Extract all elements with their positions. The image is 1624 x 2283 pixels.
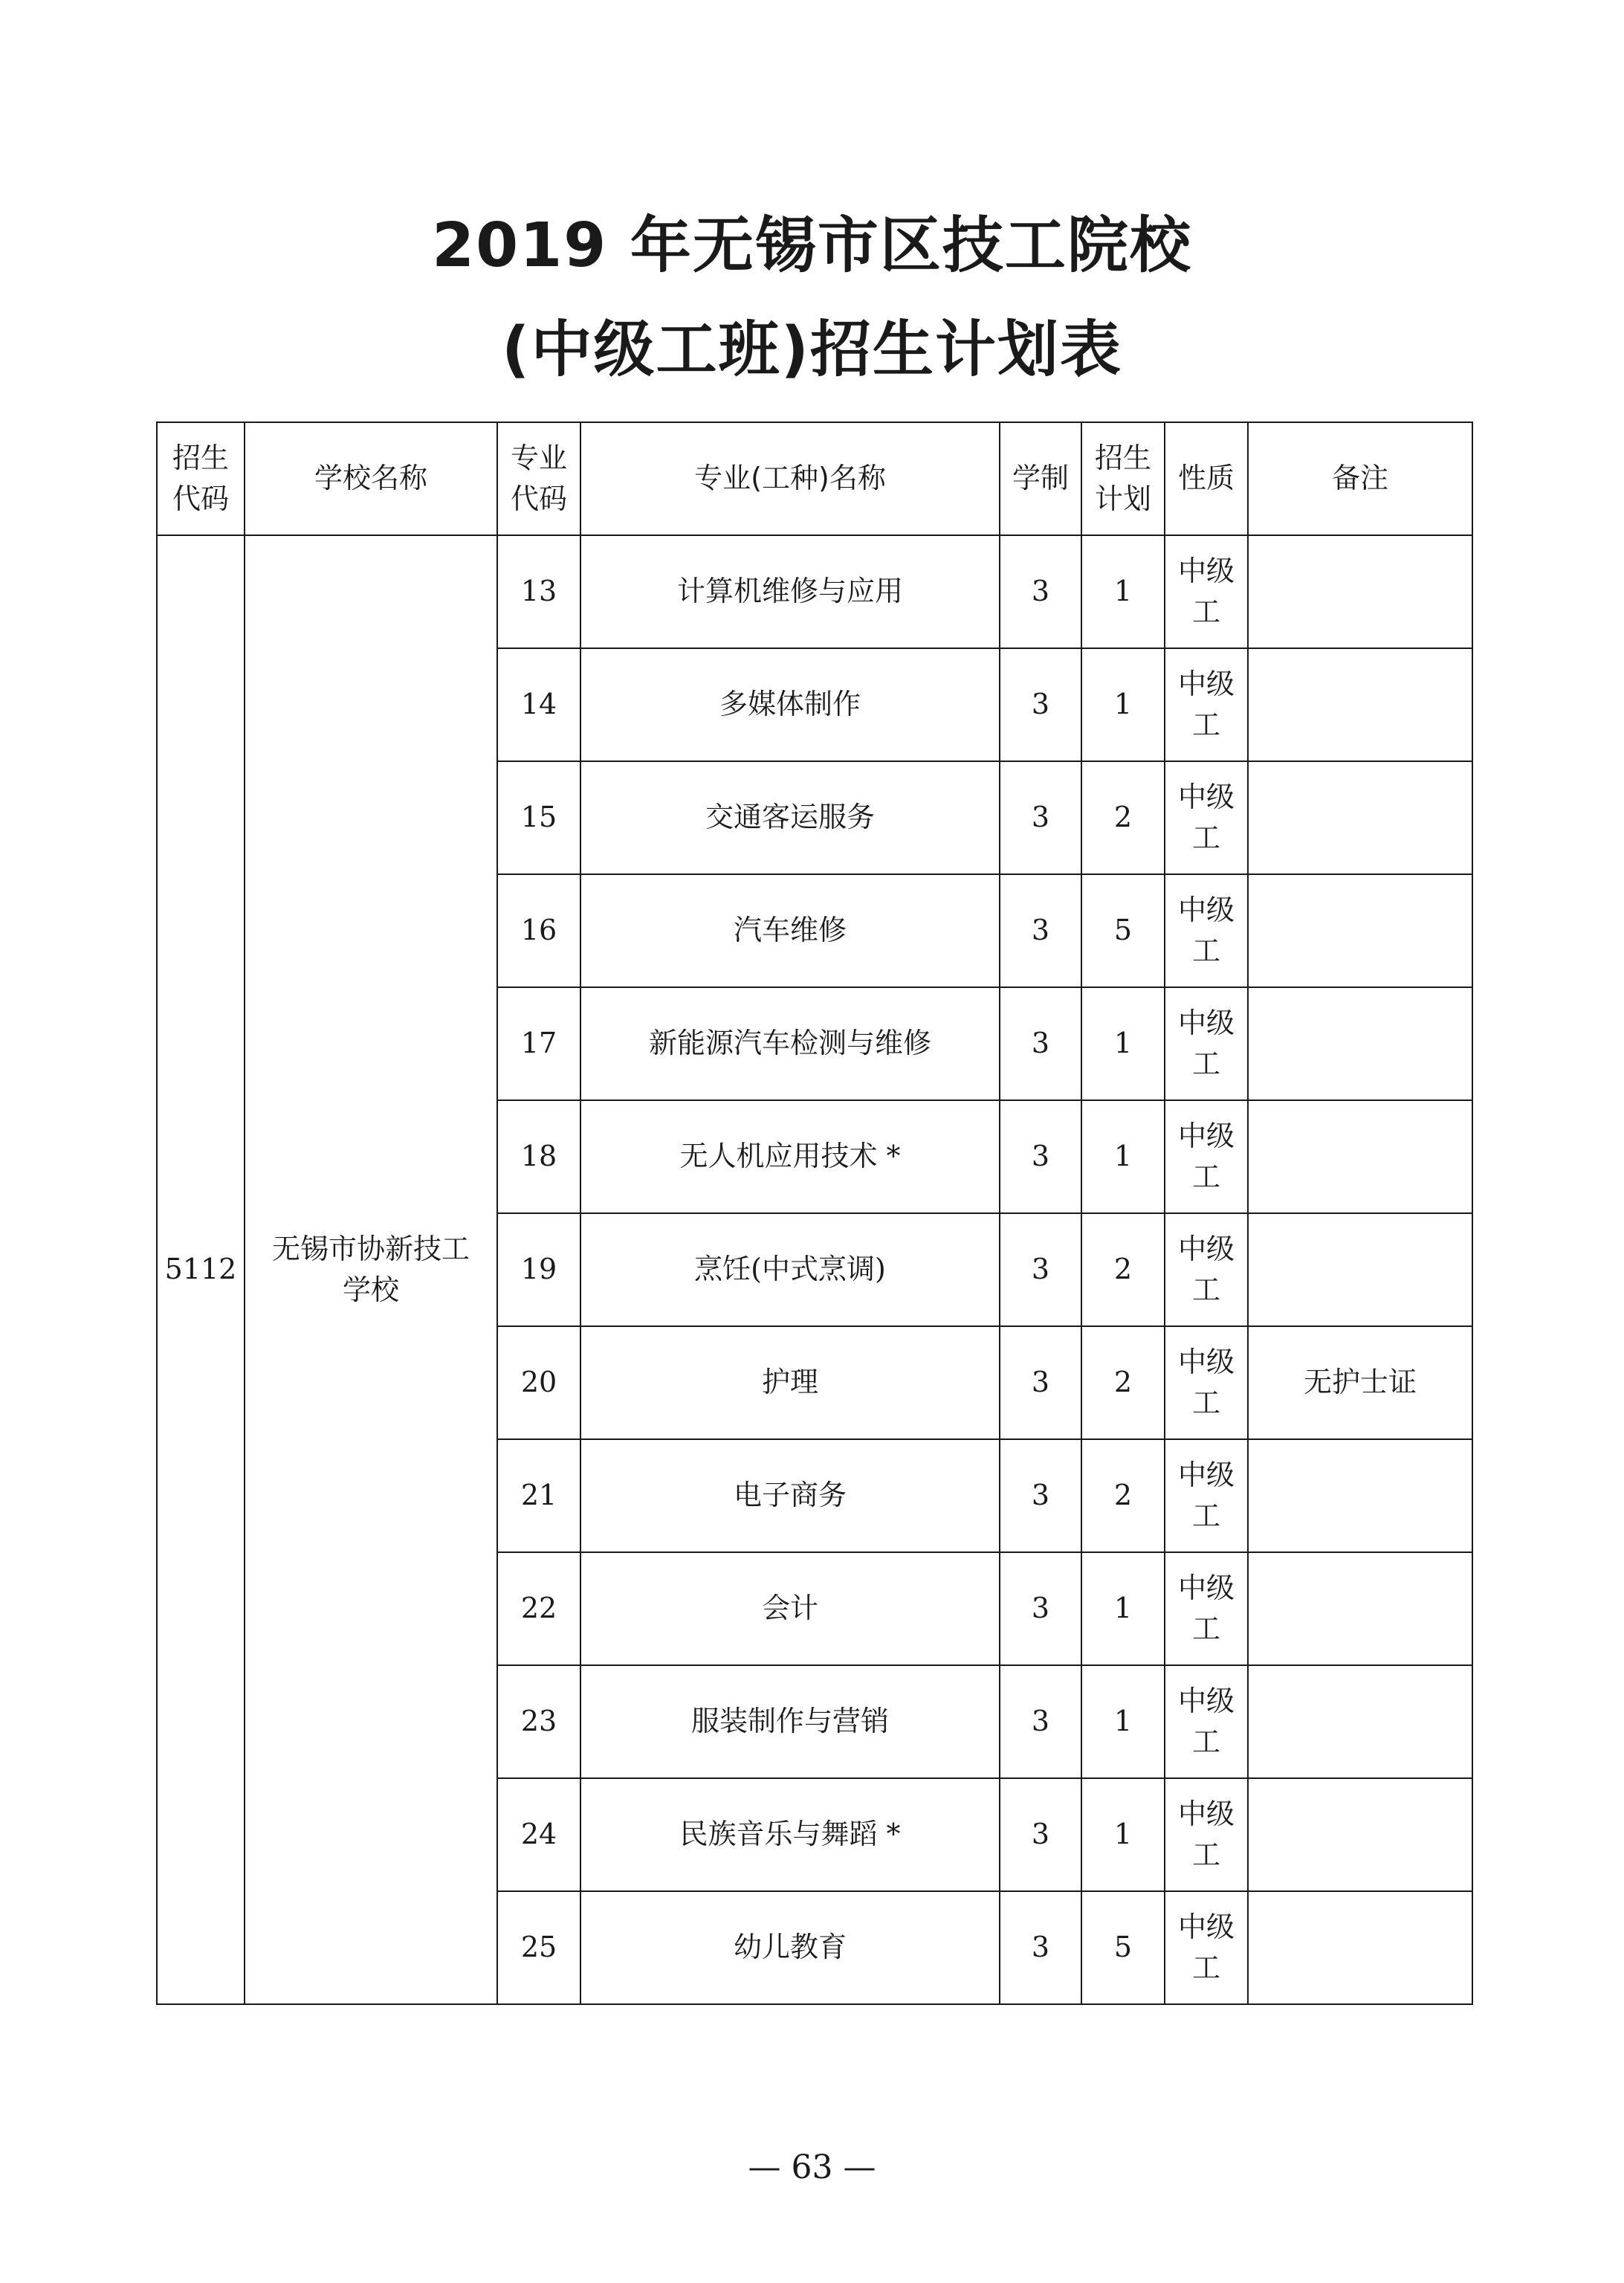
major-code-cell: 19 xyxy=(497,1213,580,1326)
duration-cell: 3 xyxy=(1000,1439,1081,1552)
page-subtitle: (中级工班)招生计划表 xyxy=(502,314,1122,385)
plan-cell: 2 xyxy=(1081,1326,1165,1439)
table-body xyxy=(157,535,1472,2004)
header-nature: 性质 xyxy=(1165,422,1248,535)
header-major-code: 专业 代码 xyxy=(497,422,580,535)
nature-cell: 中级 工 xyxy=(1165,1326,1248,1439)
header-major-name: 专业(工种)名称 xyxy=(580,422,1000,535)
major-name-cell: 烹饪(中式烹调) xyxy=(580,1213,1000,1326)
remarks-cell xyxy=(1248,987,1472,1100)
header-remarks: 备注 xyxy=(1248,422,1472,535)
major-name-cell: 交通客运服务 xyxy=(580,761,1000,874)
major-code-cell: 15 xyxy=(497,761,580,874)
major-code-cell: 14 xyxy=(497,648,580,761)
major-name-cell: 会计 xyxy=(580,1552,1000,1665)
plan-cell: 1 xyxy=(1081,535,1165,648)
major-code-cell: 16 xyxy=(497,874,580,987)
plan-cell: 2 xyxy=(1081,761,1165,874)
duration-cell: 3 xyxy=(1000,1100,1081,1213)
nature-cell: 中级 工 xyxy=(1165,1439,1248,1552)
plan-cell: 1 xyxy=(1081,1665,1165,1778)
major-code-cell: 24 xyxy=(497,1778,580,1891)
remarks-cell xyxy=(1248,761,1472,874)
nature-cell: 中级 工 xyxy=(1165,1100,1248,1213)
major-code-cell: 20 xyxy=(497,1326,580,1439)
remarks-cell xyxy=(1248,874,1472,987)
duration-cell: 3 xyxy=(1000,1213,1081,1326)
remarks-cell xyxy=(1248,1100,1472,1213)
remarks-cell xyxy=(1248,1439,1472,1552)
header-enroll-code: 招生 代码 xyxy=(157,422,245,535)
major-code-cell: 17 xyxy=(497,987,580,1100)
plan-cell: 5 xyxy=(1081,1891,1165,2004)
major-name-cell: 无人机应用技术 * xyxy=(580,1100,1000,1213)
duration-cell: 3 xyxy=(1000,1778,1081,1891)
remarks-cell xyxy=(1248,1665,1472,1778)
remarks-cell xyxy=(1248,1213,1472,1326)
table-header-row xyxy=(157,422,1472,535)
remarks-cell xyxy=(1248,648,1472,761)
major-code-cell: 22 xyxy=(497,1552,580,1665)
duration-cell: 3 xyxy=(1000,1552,1081,1665)
duration-cell: 3 xyxy=(1000,648,1081,761)
nature-cell: 中级 工 xyxy=(1165,1891,1248,2004)
nature-cell: 中级 工 xyxy=(1165,1552,1248,1665)
header-plan: 招生 计划 xyxy=(1081,422,1165,535)
duration-cell: 3 xyxy=(1000,1891,1081,2004)
plan-cell: 1 xyxy=(1081,648,1165,761)
nature-cell: 中级 工 xyxy=(1165,1778,1248,1891)
school-name-cell: 无锡市协新技工 学校 xyxy=(245,535,497,2004)
plan-cell: 1 xyxy=(1081,987,1165,1100)
major-code-cell: 25 xyxy=(497,1891,580,2004)
plan-cell: 1 xyxy=(1081,1552,1165,1665)
duration-cell: 3 xyxy=(1000,987,1081,1100)
major-code-cell: 13 xyxy=(497,535,580,648)
nature-cell: 中级 工 xyxy=(1165,535,1248,648)
table-row xyxy=(157,535,1472,648)
duration-cell: 3 xyxy=(1000,874,1081,987)
major-name-cell: 服装制作与营销 xyxy=(580,1665,1000,1778)
remarks-cell: 无护士证 xyxy=(1248,1326,1472,1439)
nature-cell: 中级 工 xyxy=(1165,1213,1248,1326)
major-name-cell: 幼儿教育 xyxy=(580,1891,1000,2004)
plan-cell: 5 xyxy=(1081,874,1165,987)
major-code-cell: 18 xyxy=(497,1100,580,1213)
nature-cell: 中级 工 xyxy=(1165,648,1248,761)
header-duration: 学制 xyxy=(1000,422,1081,535)
page-title: 2019 年无锡市区技工院校 xyxy=(432,210,1192,281)
nature-cell: 中级 工 xyxy=(1165,874,1248,987)
major-code-cell: 21 xyxy=(497,1439,580,1552)
enroll-code-cell: 5112 xyxy=(157,535,245,2004)
major-name-cell: 多媒体制作 xyxy=(580,648,1000,761)
duration-cell: 3 xyxy=(1000,1665,1081,1778)
plan-cell: 1 xyxy=(1081,1100,1165,1213)
remarks-cell xyxy=(1248,1891,1472,2004)
plan-cell: 1 xyxy=(1081,1778,1165,1891)
remarks-cell xyxy=(1248,1552,1472,1665)
major-name-cell: 电子商务 xyxy=(580,1439,1000,1552)
header-school-name: 学校名称 xyxy=(245,422,497,535)
duration-cell: 3 xyxy=(1000,1326,1081,1439)
remarks-cell xyxy=(1248,1778,1472,1891)
major-code-cell: 23 xyxy=(497,1665,580,1778)
nature-cell: 中级 工 xyxy=(1165,987,1248,1100)
major-name-cell: 汽车维修 xyxy=(580,874,1000,987)
page-number: — 63 — xyxy=(748,2148,876,2186)
remarks-cell xyxy=(1248,535,1472,648)
plan-cell: 2 xyxy=(1081,1439,1165,1552)
major-name-cell: 护理 xyxy=(580,1326,1000,1439)
major-name-cell: 新能源汽车检测与维修 xyxy=(580,987,1000,1100)
major-name-cell: 计算机维修与应用 xyxy=(580,535,1000,648)
plan-cell: 2 xyxy=(1081,1213,1165,1326)
duration-cell: 3 xyxy=(1000,761,1081,874)
duration-cell: 3 xyxy=(1000,535,1081,648)
nature-cell: 中级 工 xyxy=(1165,761,1248,874)
enrollment-plan-table xyxy=(156,422,1473,2005)
major-name-cell: 民族音乐与舞蹈 * xyxy=(580,1778,1000,1891)
nature-cell: 中级 工 xyxy=(1165,1665,1248,1778)
